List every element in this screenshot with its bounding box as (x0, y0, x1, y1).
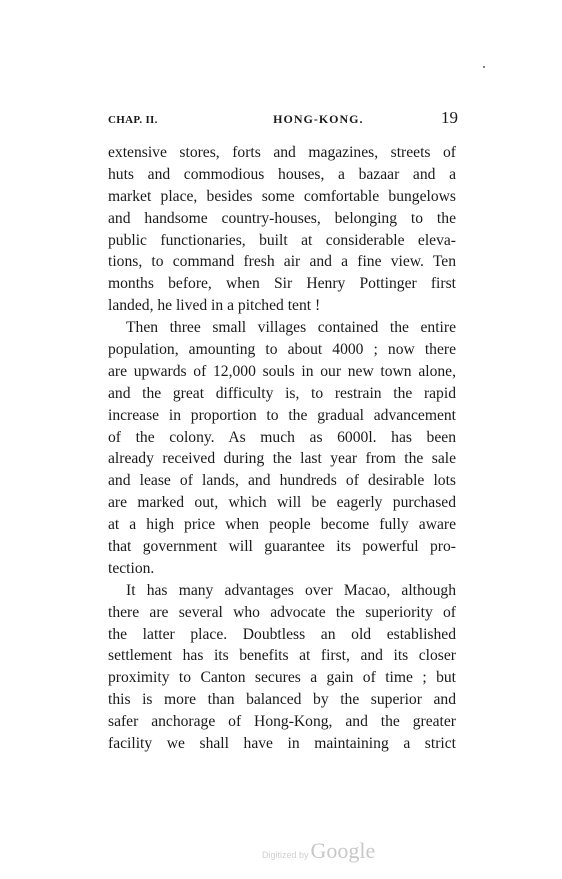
text-line: and handsome country-houses, belonging to the (108, 209, 456, 227)
text-line: tection. (108, 559, 155, 577)
running-header (108, 108, 458, 132)
text-line: there are several who advocate the superiority of (108, 603, 456, 621)
text-line: increase in proportion to the gradual advancement (108, 406, 456, 424)
paragraph-2 (108, 317, 456, 580)
google-logo: Google (310, 838, 376, 863)
paragraph-1 (108, 142, 456, 317)
text-line: already received during the last year from the sale (108, 450, 456, 468)
digitized-by-label: Digitized by (262, 850, 309, 860)
text-line: are upwards of 12,000 souls in our new town alone, (108, 362, 456, 380)
text-line: public functionaries, built at considerable eleva- (108, 231, 456, 249)
chapter-label: CHAP. II. (108, 114, 158, 126)
text-line: proximity to Canton secures a gain of time ; but (108, 669, 456, 687)
text-line: safer anchorage of Hong-Kong, and the greater (108, 713, 456, 731)
ink-speck (483, 66, 485, 68)
text-line: and lease of lands, and hundreds of desirable lots (108, 472, 456, 490)
text-line: months before, when Sir Henry Pottinger first (108, 275, 456, 293)
text-line: and the great difficulty is, to restrain the rapid (108, 384, 456, 402)
text-line: extensive stores, forts and magazines, streets of (108, 144, 456, 161)
text-line: It has many advantages over Macao, although (126, 581, 456, 599)
running-title: HONG-KONG. (273, 112, 364, 126)
paragraph-3 (108, 580, 456, 755)
text-line: are marked out, which will be eagerly purchased (108, 494, 456, 512)
text-line: this is more than balanced by the superior and (108, 691, 456, 709)
page-body (108, 142, 456, 755)
text-line: of the colony. As much as 6000l. has been (108, 428, 456, 446)
text-line: Then three small villages contained the entire (126, 319, 456, 337)
digitization-watermark (262, 838, 375, 864)
text-line: market place, besides some comfortable bungelows (108, 187, 456, 205)
text-line: landed, he lived in a pitched tent ! (108, 297, 321, 315)
text-line: tions, to command fresh air and a fine view. Ten (108, 253, 456, 271)
text-line: huts and commodious houses, a bazaar and a (108, 165, 456, 183)
text-line: at a high price when people become fully aware (108, 516, 456, 534)
text-line: population, amounting to about 4000 ; now there (108, 341, 456, 359)
text-line: settlement has its benefits at first, and its closer (108, 647, 456, 665)
text-line: the latter place. Doubtless an old established (108, 625, 456, 643)
text-line: facility we shall have in maintaining a strict (108, 735, 456, 753)
text-line: that government will guarantee its powerful pro- (108, 538, 456, 556)
page-number: 19 (440, 108, 458, 127)
